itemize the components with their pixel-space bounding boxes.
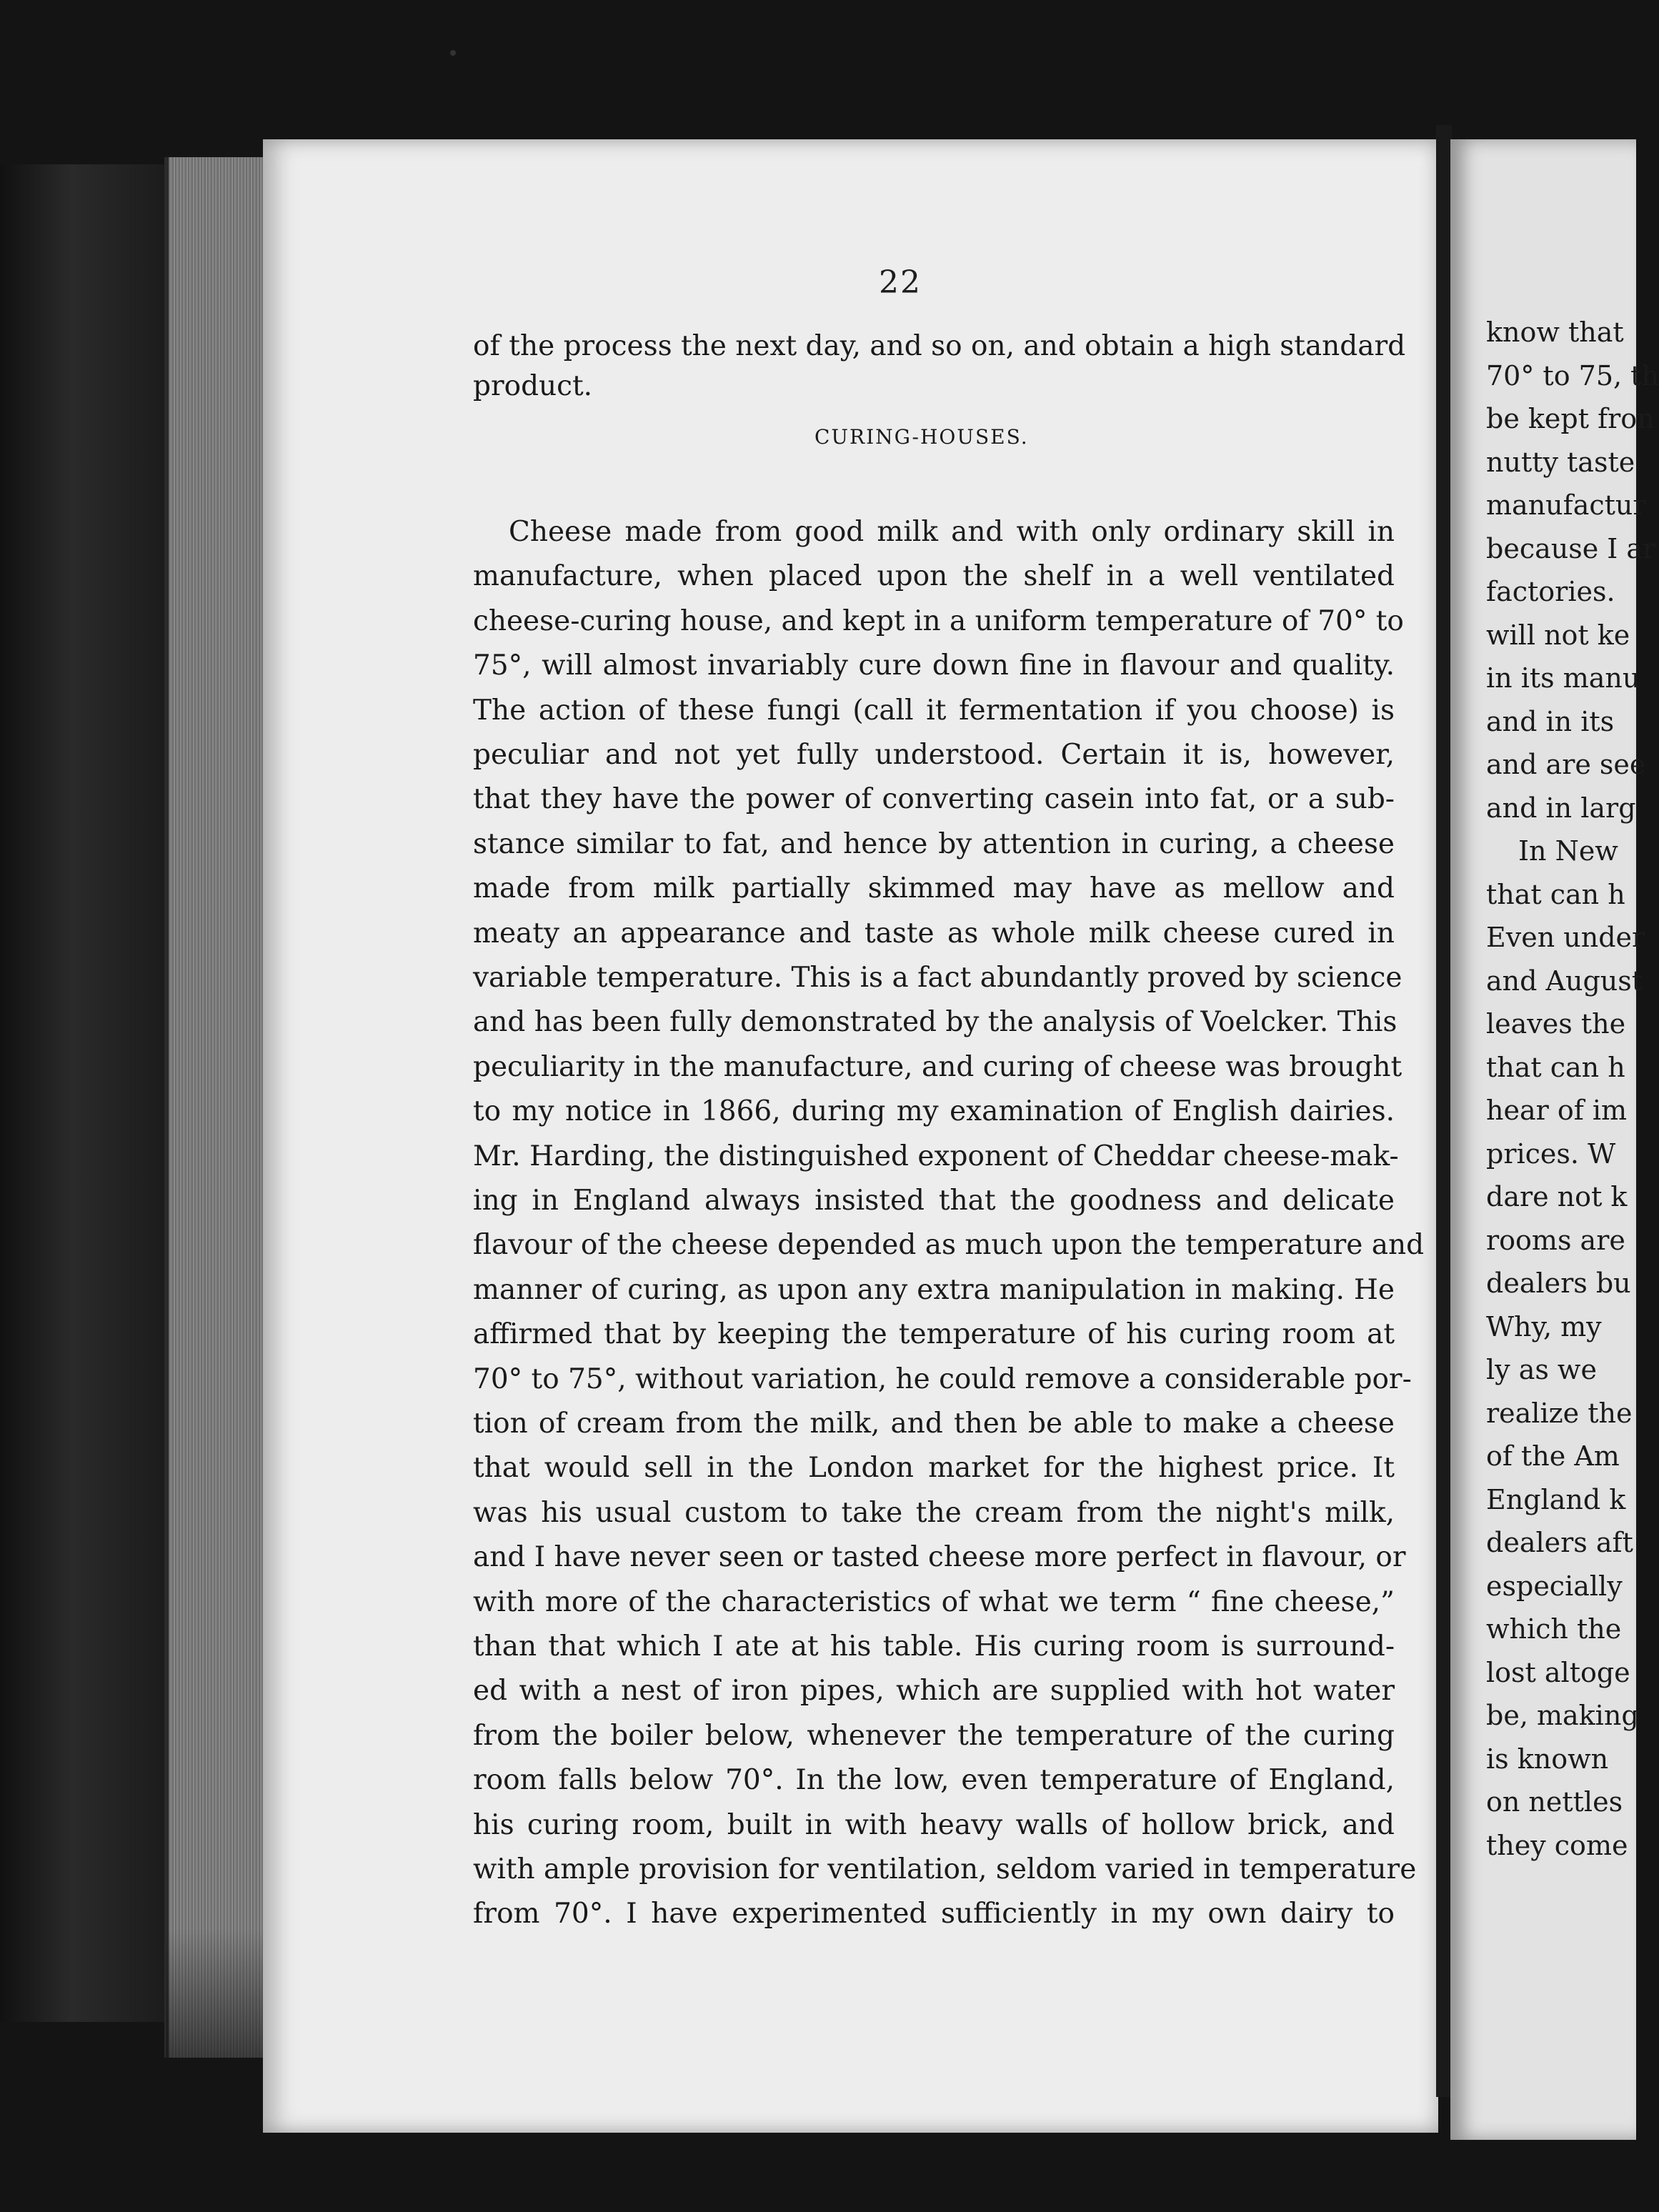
- text-line: with more of the characteristics of what we term “ fine cheese,”: [473, 1585, 1395, 1618]
- facing-text-line: ly as we: [1486, 1354, 1597, 1385]
- facing-text-line: of the Am: [1486, 1440, 1620, 1472]
- text-line: Cheese made from good milk and with only ordinary skill in: [509, 516, 1395, 548]
- text-line: flavour of the cheese depended as much upon the temperature and: [473, 1229, 1425, 1262]
- text-line: from the boiler below, whenever the temperature of the curing: [473, 1719, 1395, 1752]
- text-line: to my notice in 1866, during my examination of English dairies.: [473, 1095, 1395, 1128]
- facing-text-line: they come: [1486, 1829, 1628, 1861]
- facing-text-line: Even under: [1486, 922, 1645, 953]
- facing-text-line: be kept fron: [1486, 403, 1655, 434]
- text-line: his curing room, built in with heavy walls of hollow brick, and: [473, 1808, 1395, 1841]
- text-line: variable temperature. This is a fact abundantly proved by science: [473, 962, 1403, 994]
- text-line: 70° to 75°, without variation, he could remove a considerable por-: [473, 1362, 1412, 1395]
- facing-text-line: 70° to 75, th: [1486, 359, 1659, 392]
- page-stack-edge: [164, 157, 279, 2058]
- facing-text-line: prices. W: [1486, 1137, 1616, 1170]
- text-line: with ample provision for ventilation, seldom varied in temperature: [473, 1853, 1417, 1885]
- text-line: that they have the power of converting casein into fat, or a sub-: [473, 783, 1395, 816]
- text-line: ed with a nest of iron pipes, which are supplied with hot water: [473, 1675, 1395, 1708]
- facing-text-line: dare not k: [1486, 1181, 1628, 1212]
- text-line: of the process the next day, and so on, and obtain a high standard: [473, 330, 1406, 362]
- facing-text-line: manufactur: [1486, 489, 1646, 521]
- facing-text-line: realize the: [1486, 1397, 1633, 1429]
- text-line: stance similar to fat, and hence by attention in curing, a cheese: [473, 827, 1395, 860]
- text-line: 75°, will almost invariably cure down fine in flavour and quality.: [473, 649, 1395, 682]
- facing-text-line: factories.: [1486, 576, 1615, 607]
- text-line: affirmed that by keeping the temperature of his curing room at: [473, 1318, 1395, 1351]
- page-number: 22: [879, 264, 922, 301]
- facing-text-line: hear of im: [1486, 1095, 1628, 1126]
- facing-text-line: leaves the: [1486, 1008, 1626, 1040]
- speck: [450, 50, 456, 56]
- text-line: that would sell in the London market for the highest price. It: [473, 1452, 1395, 1485]
- facing-text-line: and August: [1486, 965, 1643, 997]
- facing-text-line: in its manu: [1486, 662, 1640, 694]
- facing-text-line: dealers bu: [1486, 1267, 1631, 1299]
- facing-text-line: and are see: [1486, 749, 1646, 780]
- text-line: room falls below 70°. In the low, even temperature of England,: [473, 1764, 1395, 1797]
- facing-text-line: rooms are: [1486, 1224, 1625, 1256]
- text-line: from 70°. I have experimented sufficiently in my own dairy to: [473, 1898, 1395, 1930]
- text-line: manufacture, when placed upon the shelf in a well ventilated: [473, 560, 1395, 593]
- text-line: cheese-curing house, and kept in a uniform temperature of 70° to: [473, 604, 1404, 637]
- facing-text-line: and in larg: [1486, 792, 1636, 824]
- facing-page: [1450, 139, 1659, 2140]
- text-line: manner of curing, as upon any extra manipulation in making. He: [473, 1273, 1395, 1306]
- facing-text-line: England k: [1486, 1483, 1626, 1515]
- text-line: than that which I ate at his table. His curing room is surround-: [473, 1630, 1395, 1663]
- text-line: peculiarity in the manufacture, and curing of cheese was brought: [473, 1050, 1403, 1083]
- facing-text-line: dealers aft: [1486, 1527, 1633, 1558]
- text-line: made from milk partially skimmed may have as mellow and: [473, 872, 1395, 905]
- facing-text-line: because I ar: [1486, 532, 1656, 564]
- facing-text-line: Why, my: [1486, 1310, 1602, 1342]
- facing-text-line: be, making: [1486, 1700, 1639, 1731]
- facing-text-line: especially: [1486, 1570, 1623, 1602]
- book-cover-edge: [0, 164, 179, 2022]
- book-gutter: [1436, 125, 1452, 2097]
- text-line: Mr. Harding, the distinguished exponent of Cheddar cheese-mak-: [473, 1140, 1399, 1172]
- facing-text-line: that can h: [1486, 878, 1625, 910]
- text-line: The action of these fungi (call it fermentation if you choose) is: [473, 694, 1395, 727]
- facing-text-line: nutty taste: [1486, 446, 1635, 478]
- text-line: meaty an appearance and taste as whole milk cheese cured in: [473, 917, 1395, 950]
- text-line: was his usual custom to take the cream from the night's milk,: [473, 1496, 1395, 1529]
- facing-text-line: on nettles: [1486, 1786, 1623, 1818]
- facing-text-line: and in its: [1486, 705, 1615, 737]
- facing-text-line: lost altoge: [1486, 1656, 1630, 1688]
- text-line: and I have never seen or tasted cheese more perfect in flavour, or: [473, 1541, 1406, 1574]
- facing-text-line: which the: [1486, 1613, 1622, 1645]
- facing-text-line: In New: [1518, 835, 1618, 867]
- facing-text-line: will not ke: [1486, 619, 1630, 651]
- text-line: product.: [473, 370, 593, 402]
- text-line: tion of cream from the milk, and then be able to make a cheese: [473, 1408, 1395, 1440]
- facing-text-line: is known: [1486, 1743, 1609, 1775]
- facing-text-line: know that: [1486, 317, 1624, 348]
- text-line: peculiar and not yet fully understood. Certain it is, however,: [473, 739, 1395, 771]
- text-line: and has been fully demonstrated by the analysis of Voelcker. This: [473, 1006, 1398, 1039]
- text-line: ing in England always insisted that the goodness and delicate: [473, 1185, 1395, 1217]
- section-heading: CURING-HOUSES.: [814, 425, 1029, 449]
- facing-text-line: that can h: [1486, 1051, 1625, 1083]
